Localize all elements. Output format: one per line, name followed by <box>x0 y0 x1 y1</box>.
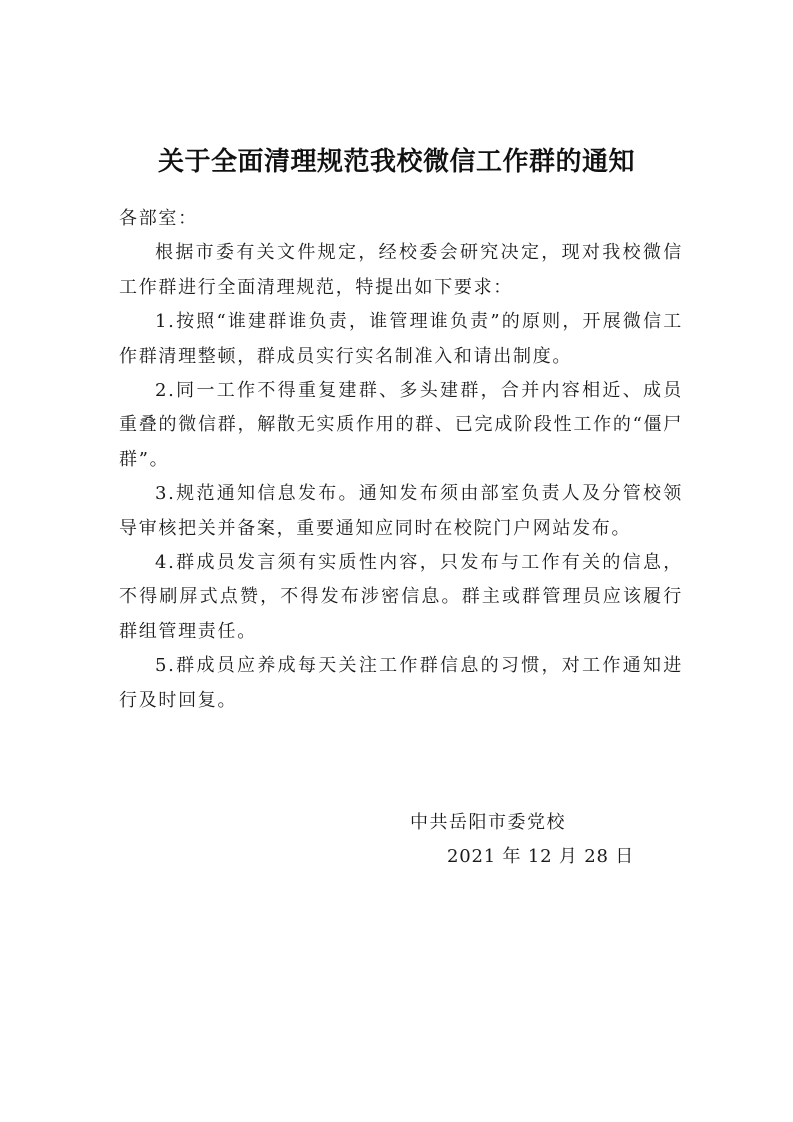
intro-paragraph: 根据市委有关文件规定，经校委会研究决定，现对我校微信工作群进行全面清理规范，特提出如下要求： <box>119 242 683 298</box>
document-body <box>119 202 683 718</box>
salutation: 各部室： <box>119 208 198 229</box>
signature-organization: 中共岳阳市委党校 <box>410 812 566 833</box>
document-title: 关于全面清理规范我校微信工作群的通知 <box>157 147 635 177</box>
signature-date: 2021 年 12 月 28 日 <box>447 846 635 867</box>
requirement-5: 5.群成员应养成每天关注工作群信息的习惯，对工作通知进行及时回复。 <box>119 655 683 711</box>
requirement-4: 4.群成员发言须有实质性内容，只发布与工作有关的信息，不得刷屏式点赞，不得发布涉密信息。群主或群管理员应该履行群组管理责任。 <box>119 552 683 642</box>
requirement-3: 3.规范通知信息发布。通知发布须由部室负责人及分管校领导审核把关并备案，重要通知应同时在校院门户网站发布。 <box>119 483 683 539</box>
requirement-1: 1.按照“谁建群谁负责，谁管理谁负责”的原则，开展微信工作群清理整顿，群成员实行实名制准入和请出制度。 <box>119 311 683 367</box>
requirement-2: 2.同一工作不得重复建群、多头建群，合并内容相近、成员重叠的微信群，解散无实质作用的群、已完成阶段性工作的“僵尸群”。 <box>119 380 683 470</box>
